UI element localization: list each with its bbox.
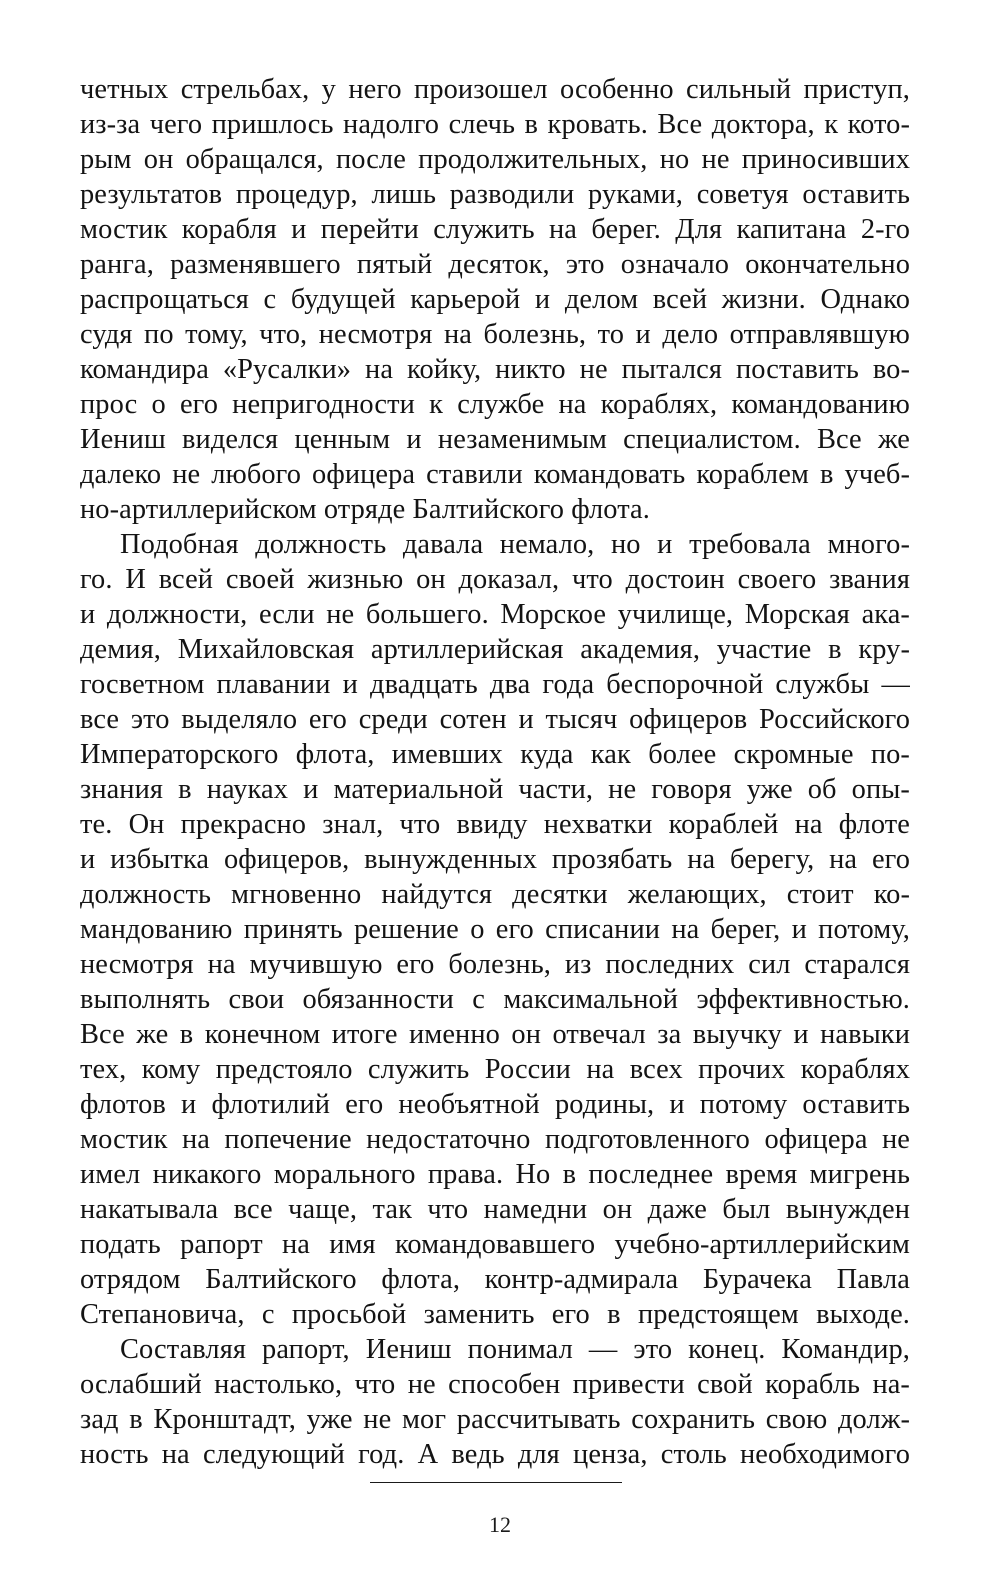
text-line: судя по тому, что, несмотря на болезнь, то и дело отправлявшую [80,319,910,350]
text-line: рым он обращался, после продолжительных, но не приносивших [80,144,910,175]
text-line: Императорского флота, имевших куда как более скромные по- [80,739,910,770]
text-line: должность мгновенно найдутся десятки желающих, стоит ко- [80,879,910,910]
text-line: мандованию принять решение о его списании на берег, и потому, [80,914,910,945]
text-line: Степановича, с просьбой заменить его в предстоящем выходе. [80,1299,910,1330]
text-line: Составляя рапорт, Иениш понимал — это конец. Командир, [120,1334,910,1365]
text-line: накатывала все чаще, так что намедни он даже был вынужден [80,1194,910,1225]
text-line: те. Он прекрасно знал, что ввиду нехватки кораблей на флоте [80,809,910,840]
text-line: но-артиллерийском отряде Балтийского флота. [80,494,650,525]
text-line: госветном плавании и двадцать два года беспорочной службы — [80,669,910,700]
paragraph-2 [80,527,910,1332]
text-line: все это выделяло его среди сотен и тысяч офицеров Российского [80,704,910,735]
text-line: го. И всей своей жизнью он доказал, что достоин своего звания [80,564,910,595]
text-line: и избытка офицеров, вынужденных прозябать на берегу, на его [80,844,910,875]
text-line: зад в Кронштадт, уже не мог рассчитывать сохранить свою долж- [80,1404,910,1435]
text-line: далеко не любого офицера ставили командовать кораблем в учеб- [80,459,910,490]
text-line: знания в науках и материальной части, не говоря уже об опы- [80,774,910,805]
text-line: четных стрельбах, у него произошел особенно сильный приступ, [80,74,910,105]
text-line: результатов процедур, лишь разводили руками, советуя оставить [80,179,910,210]
text-line: ослабший настолько, что не способен привести свой корабль на- [80,1369,910,1400]
text-line: выполнять свои обязанности с максимальной эффективностью. [80,984,910,1015]
text-line: Все же в конечном итоге именно он отвечал за выучку и навыки [80,1019,910,1050]
text-line: флотов и флотилий его необъятной родины, и потому оставить [80,1089,910,1120]
text-line: ность на следующий год. А ведь для ценза, столь необходимого [80,1439,910,1470]
text-line: имел никакого морального права. Но в последнее время мигрень [80,1159,910,1190]
text-line: Иениш виделся ценным и незаменимым специалистом. Все же [80,424,910,455]
text-line: командира «Русалки» на койку, никто не пытался поставить во- [80,354,910,385]
text-line: Подобная должность давала немало, но и требовала много- [120,529,910,560]
text-line: распрощаться с будущей карьерой и делом всей жизни. Однако [80,284,910,315]
text-line: отрядом Балтийского флота, контр-адмирала Бурачека Павла [80,1264,910,1295]
text-line: тех, кому предстояло служить России на всех прочих кораблях [80,1054,910,1085]
text-line: демия, Михайловская артиллерийская академия, участие в кру- [80,634,910,665]
text-line: ранга, разменявшего пятый десяток, это означало окончательно [80,249,910,280]
text-line: прос о его непригодности к службе на кораблях, командованию [80,389,910,420]
text-line: и должности, если не большего. Морское училище, Морская ака- [80,599,910,630]
paragraph-3 [80,1332,910,1472]
text-line: несмотря на мучившую его болезнь, из последних сил старался [80,949,910,980]
text-line: мостик корабля и перейти служить на берег. Для капитана 2-го [80,214,910,245]
text-line: из-за чего пришлось надолго слечь в кровать. Все доктора, к кото- [80,109,910,140]
text-line: мостик на попечение недостаточно подготовленного офицера не [80,1124,910,1155]
text-line: подать рапорт на имя командовавшего учебно-артиллерийским [80,1229,910,1260]
paragraph-1 [80,72,910,527]
page-number: 12 [489,1512,511,1537]
body-text [80,72,910,1472]
footer-rule [370,1482,622,1483]
